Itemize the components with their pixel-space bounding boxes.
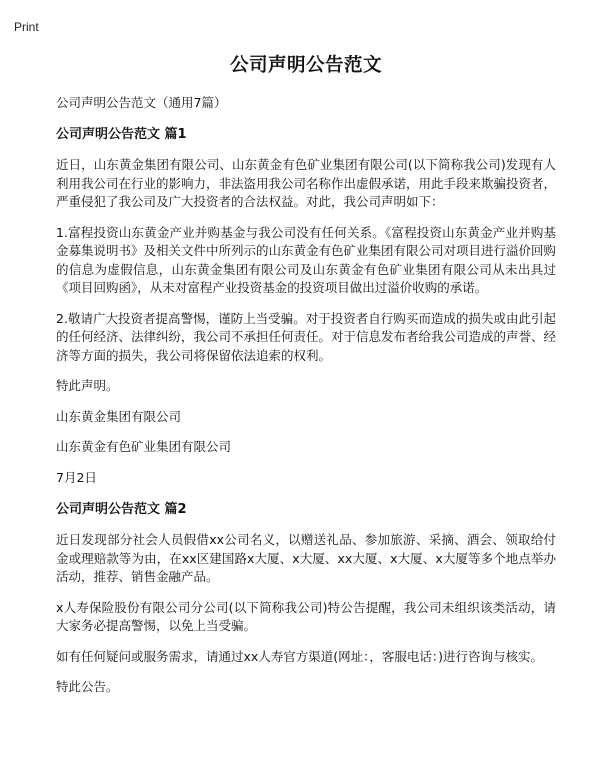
paragraph: 近日发现部分社会人员假借xx公司名义，以赠送礼品、参加旅游、采摘、酒会、领取给付金或理赔款等为由，在xx区建国路x大厦、x大厦、xx大厦、x大厦、x大厦等多个地点举办活动，推荐、销售金融产品。 — [56, 532, 556, 584]
section-heading-2: 公司声明公告范文 篇2 — [56, 502, 187, 517]
paragraph: 1.富程投资山东黄金产业并购基金与我公司没有任何关系。《富程投资山东黄金产业并购基金募集说明书》及相关文件中所列示的山东黄金有色矿业集团有限公司对项目进行溢价回购的信息为虚假信息，山东黄金集团有限公司及山东黄金有色矿业集团有限公司从未出具过《项目回购函》，从未对富程产业投资基金的投资项目做出过溢价收购的承诺。 — [56, 224, 557, 295]
closing-statement: 特此声明。 — [56, 378, 119, 393]
page-title: 公司声明公告范文 — [229, 55, 382, 76]
print-label[interactable]: Print — [14, 20, 39, 34]
paragraph: x人寿保险股份有限公司分公司(以下简称我公司)特公告提醒，我公司未组织该类活动，请大家务必提高警惕，以免上当受骗。 — [56, 599, 556, 633]
section-heading-1: 公司声明公告范文 篇1 — [56, 127, 187, 142]
signatory-1: 山东黄金集团有限公司 — [56, 408, 182, 424]
signatory-2: 山东黄金有色矿业集团有限公司 — [56, 439, 232, 454]
date: 7月2日 — [56, 469, 97, 485]
document-page — [56, 52, 556, 697]
paragraph: 如有任何疑问或服务需求，请通过xx人寿官方渠道(网址：，客服电话：)进行咨询与核实。 — [56, 648, 544, 664]
paragraph: 2.敬请广大投资者提高警惕，谨防上当受骗。对于投资者自行购买而造成的损失或由此引起的任何经济、法律纠纷，我公司不承担任何责任。对于信息发布者给我公司造成的声誉、经济等方面的损失，我公司将保留依法追索的权利。 — [56, 310, 557, 363]
paragraph: 近日，山东黄金集团有限公司、山东黄金有色矿业集团有限公司(以下简称我公司)发现有人利用我公司在行业的影响力，非法盗用我公司名称作出虚假承诺，用此手段来欺骗投资者，严重侵犯了我公司及广大投资者的合法权益。对此，我公司声明如下： — [56, 157, 557, 209]
document-subtitle: 公司声明公告范文（通用7篇） — [56, 95, 227, 110]
closing-statement: 特此公告。 — [56, 679, 119, 694]
